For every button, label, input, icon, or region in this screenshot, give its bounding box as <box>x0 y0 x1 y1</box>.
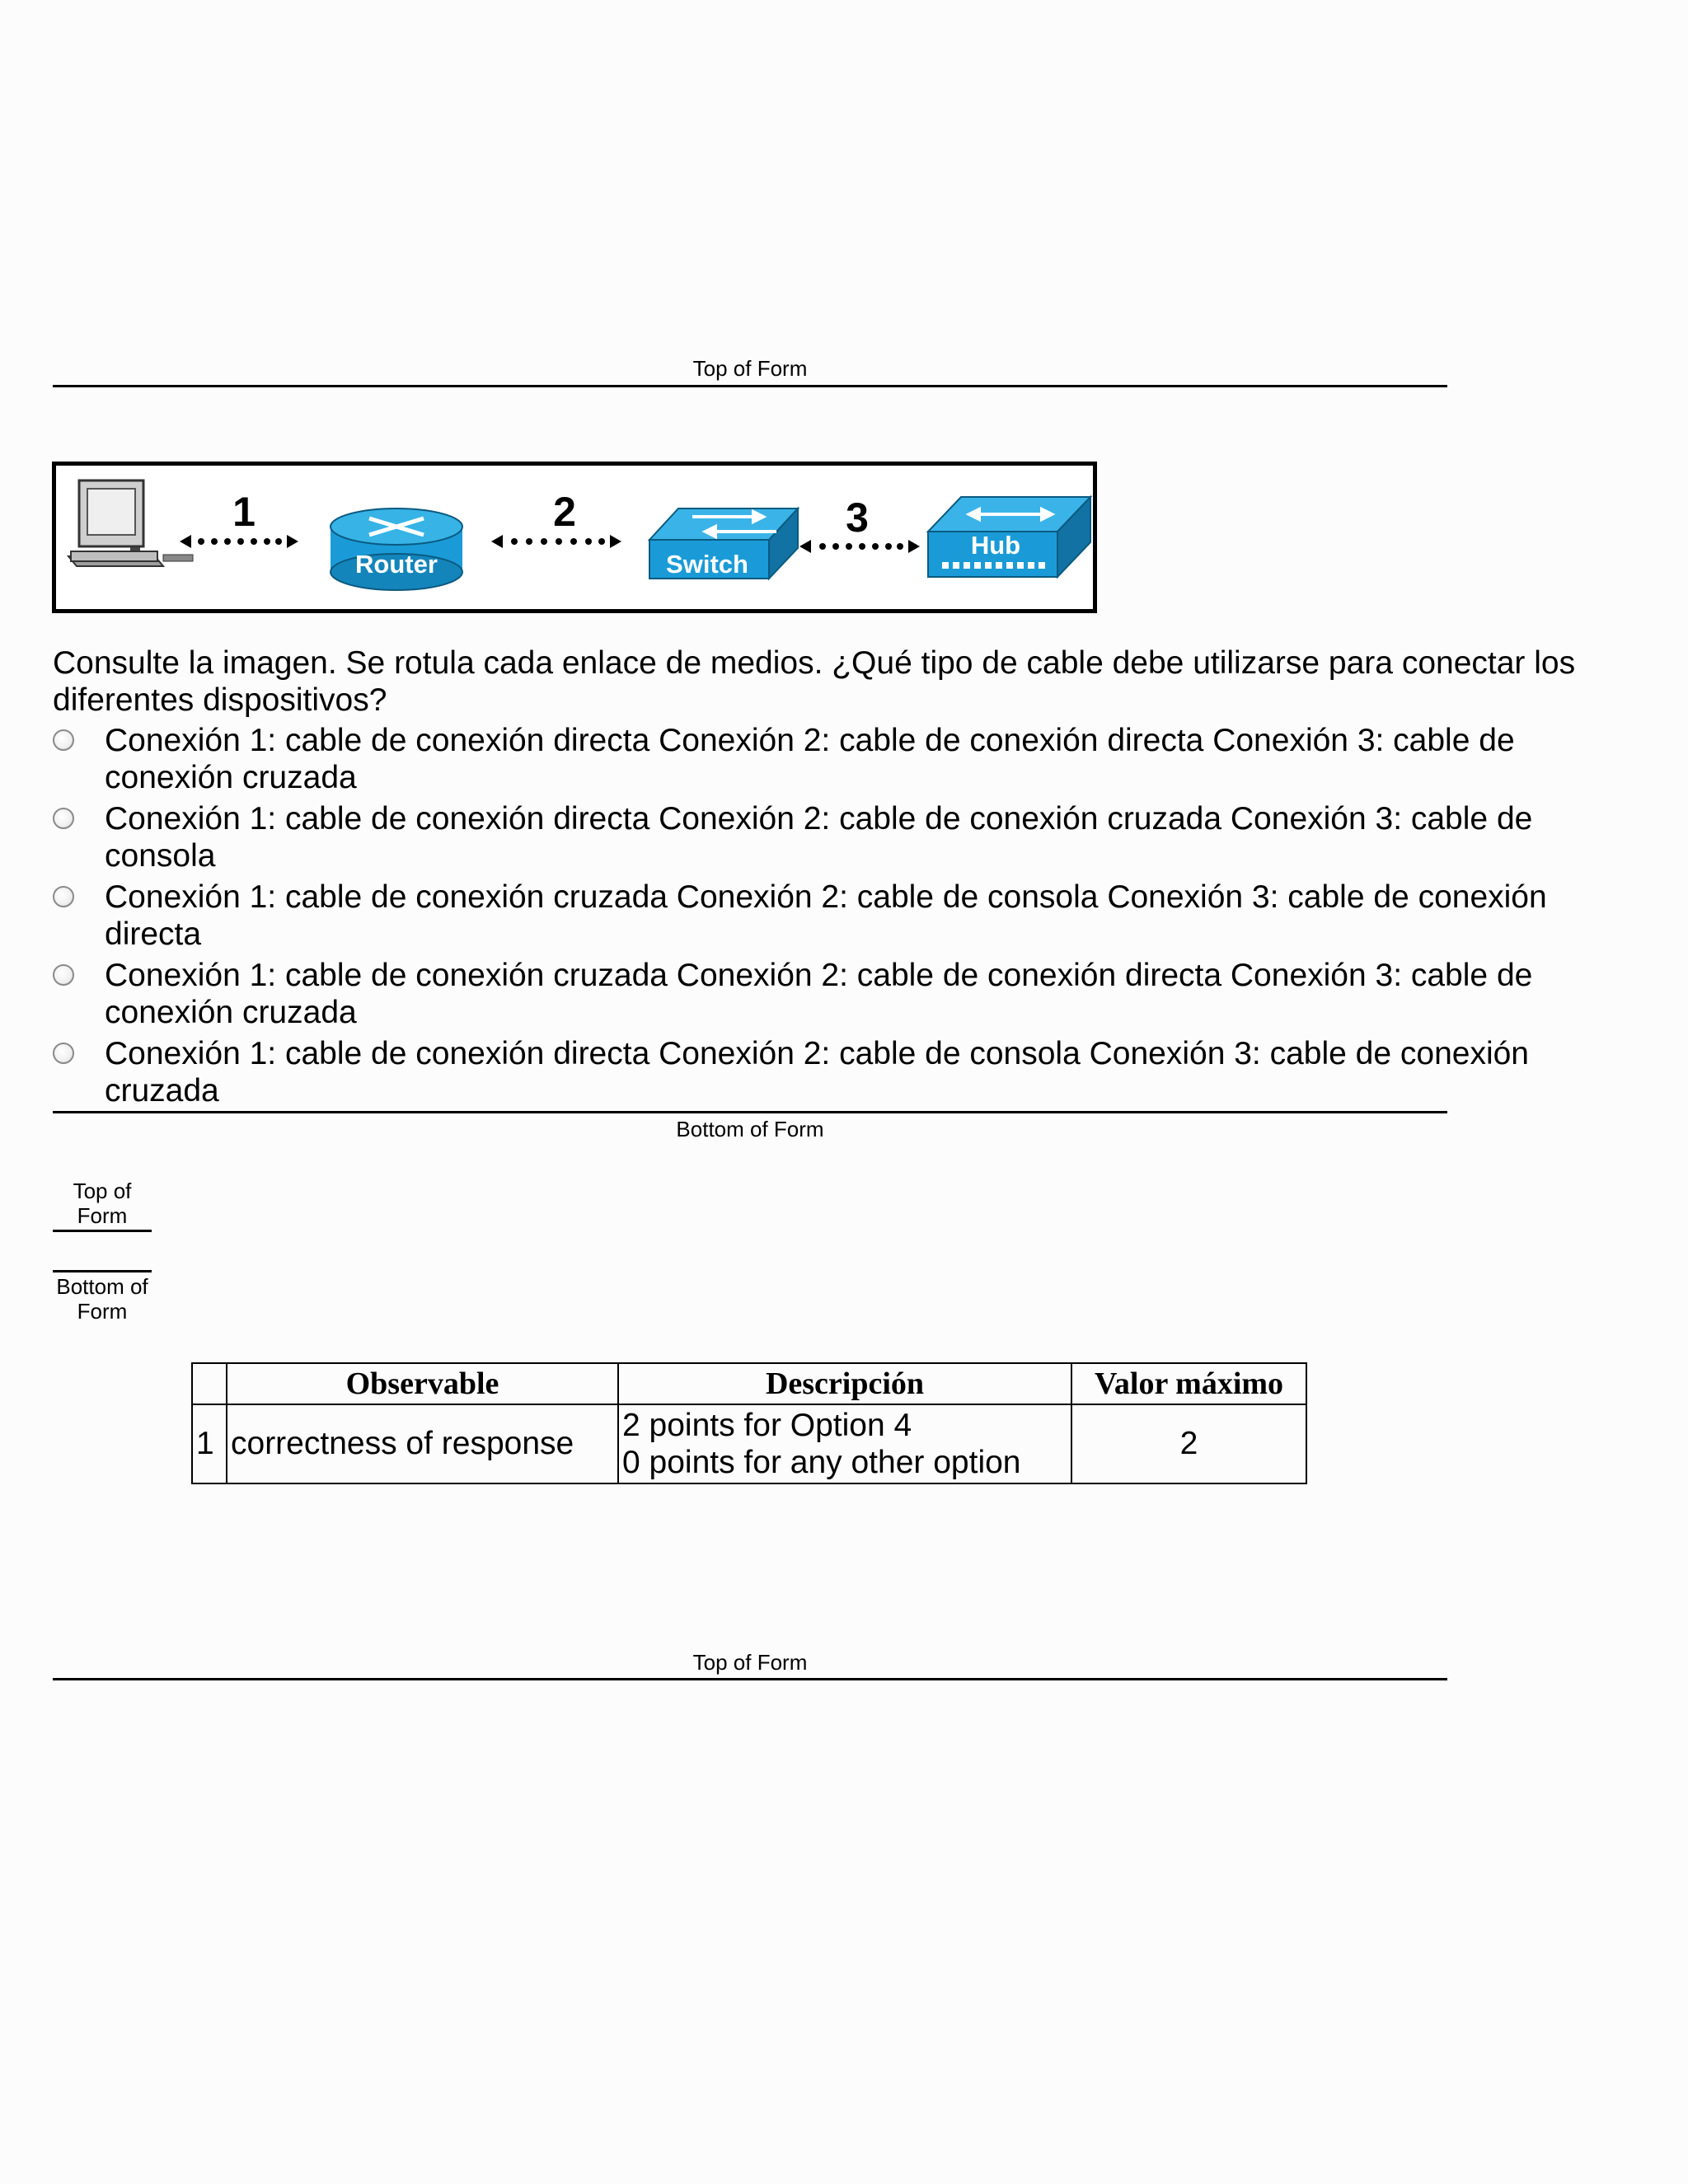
form-divider <box>53 385 1447 387</box>
form-divider <box>53 1230 152 1232</box>
radio-button[interactable] <box>53 729 74 751</box>
form-divider <box>53 1270 152 1272</box>
switch-label: Switch <box>666 550 748 579</box>
row-description <box>618 1404 1071 1483</box>
answer-option-label: Conexión 1: cable de conexión directa Conexión 2: cable de conexión cruzada Conexión 3: cable de consola <box>105 801 1533 874</box>
link-arrow-2 <box>491 535 621 548</box>
radio-button[interactable] <box>53 886 74 907</box>
description-line: 2 points for Option 4 <box>622 1408 912 1443</box>
form-divider <box>53 1678 1447 1680</box>
pc-icon <box>68 480 193 566</box>
answer-option-1[interactable] <box>53 722 1619 796</box>
row-observable: correctness of response <box>227 1404 618 1483</box>
answer-option-5[interactable] <box>53 1035 1619 1109</box>
row-max-value: 2 <box>1071 1404 1306 1483</box>
radio-button[interactable] <box>53 808 74 829</box>
link-label-3: 3 <box>846 494 869 541</box>
link-arrow-3 <box>799 540 920 553</box>
network-diagram <box>52 462 1097 613</box>
row-number: 1 <box>192 1404 227 1483</box>
radio-button[interactable] <box>53 1043 74 1064</box>
bottom-of-form-small-label: Bottom of Form <box>56 1274 148 1324</box>
table-header-row <box>192 1363 1306 1404</box>
answer-options <box>53 722 1619 1113</box>
bottom-of-form-label: Bottom of Form <box>676 1117 824 1141</box>
answer-option-2[interactable] <box>53 800 1619 874</box>
answer-option-label: Conexión 1: cable de conexión cruzada Conexión 2: cable de conexión directa Conexión 3: cable de conexión cruzada <box>105 958 1533 1030</box>
answer-option-label: Conexión 1: cable de conexión cruzada Conexión 2: cable de consola Conexión 3: cable de conexión directa <box>105 879 1547 952</box>
router-label: Router <box>355 550 438 579</box>
rubric-table <box>191 1362 1307 1484</box>
link-arrow-1 <box>180 535 298 548</box>
top-of-form-label: Top of Form <box>692 1650 808 1675</box>
column-header-observable: Observable <box>227 1363 618 1404</box>
description-line: 0 points for any other option <box>622 1445 1021 1480</box>
answer-option-3[interactable] <box>53 879 1619 953</box>
column-header-number <box>192 1363 227 1404</box>
link-label-2: 2 <box>553 489 576 535</box>
top-of-form-small-label: Top of Form <box>73 1179 132 1228</box>
column-header-max-value: Valor máximo <box>1071 1363 1306 1404</box>
radio-button[interactable] <box>53 964 74 986</box>
link-label-1: 1 <box>232 489 256 535</box>
column-header-description: Descripción <box>618 1363 1071 1404</box>
table-row <box>192 1404 1306 1483</box>
network-diagram-svg <box>56 466 1093 609</box>
hub-label: Hub <box>970 531 1021 560</box>
answer-option-4[interactable] <box>53 957 1619 1031</box>
answer-option-label: Conexión 1: cable de conexión directa Conexión 2: cable de conexión directa Conexión 3: cable de conexión cruzada <box>105 723 1515 795</box>
question-text: Consulte la imagen. Se rotula cada enlace de medios. ¿Qué tipo de cable debe utilizarse para conectar los diferentes dispositivos? <box>53 645 1576 718</box>
form-divider <box>53 1111 1447 1113</box>
top-of-form-label: Top of Form <box>692 356 808 381</box>
answer-option-label: Conexión 1: cable de conexión directa Conexión 2: cable de consola Conexión 3: cable de conexión cruzada <box>105 1036 1529 1108</box>
